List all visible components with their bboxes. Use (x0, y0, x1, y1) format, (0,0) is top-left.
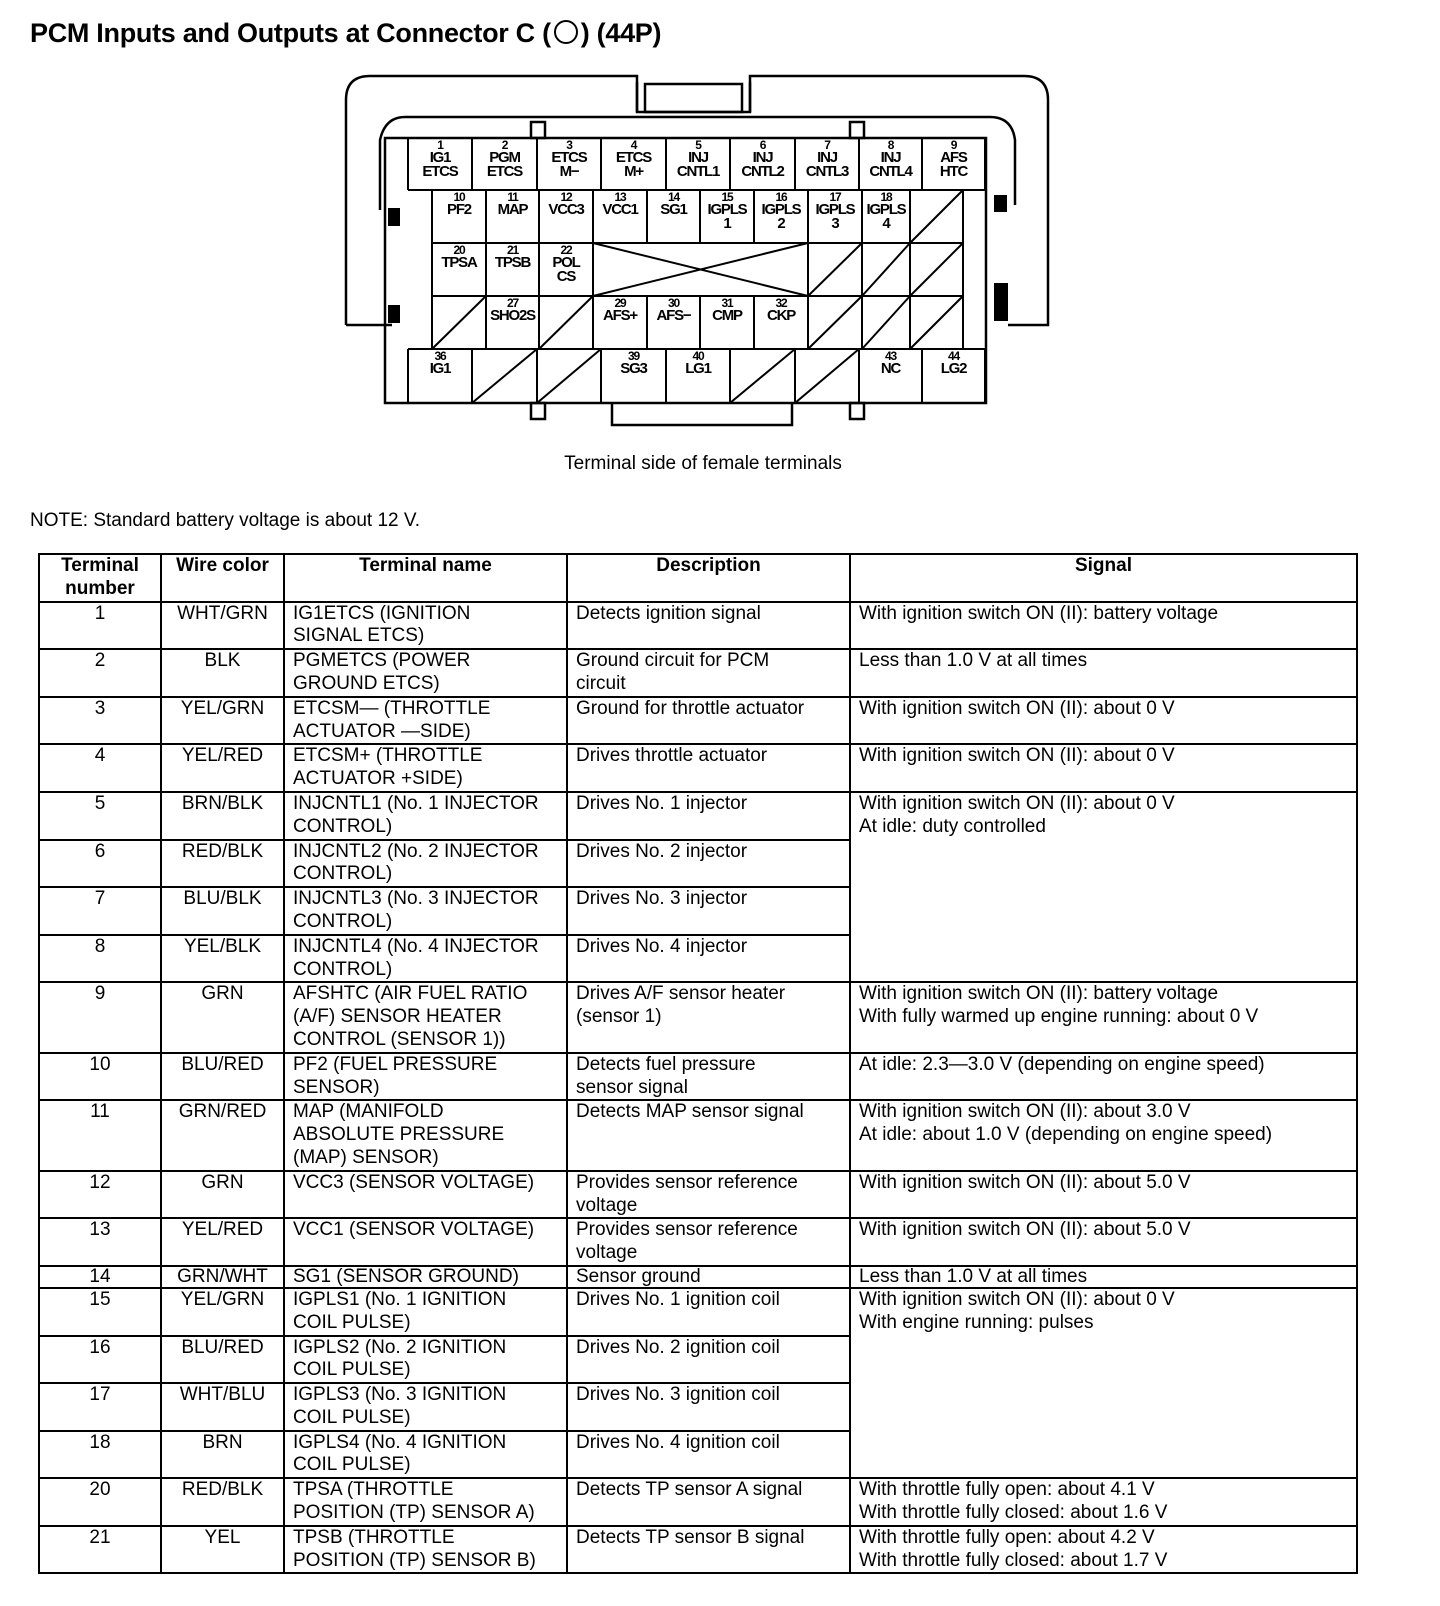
terminal-number-cell: 4 (39, 744, 161, 792)
terminal-2 (472, 138, 537, 190)
terminal-31 (700, 296, 754, 349)
column-header: Terminal number (39, 554, 161, 602)
terminal-4 (601, 138, 666, 190)
terminal-number: 29 (614, 296, 626, 310)
description-cell: Drives No. 4 injector (567, 935, 850, 983)
terminal-number: 17 (829, 190, 841, 204)
terminal-name-cell: TPSB (THROTTLE POSITION (TP) SENSOR B) (284, 1526, 567, 1574)
terminal-number-cell: 1 (39, 602, 161, 650)
terminal-number-cell: 3 (39, 697, 161, 745)
terminal-label: ETCS M− (551, 149, 587, 180)
terminal-14 (647, 190, 700, 243)
terminal-table (38, 553, 1358, 1574)
terminal-number: 20 (453, 243, 465, 257)
terminal-number-cell: 14 (39, 1266, 161, 1288)
terminal-number-cell: 20 (39, 1478, 161, 1526)
terminal-number: 27 (507, 296, 518, 310)
wire-color-cell: RED/BLK (161, 1478, 284, 1526)
terminal-label: LG1 (685, 360, 711, 377)
terminal-39 (601, 349, 666, 403)
terminal-label: ETCS M+ (615, 149, 652, 180)
terminal-20 (432, 243, 486, 296)
table-row (39, 1288, 1357, 1336)
terminal-name-cell: PF2 (FUEL PRESSURE SENSOR) (284, 1053, 567, 1101)
wire-color-cell: BLU/BLK (161, 887, 284, 935)
description-cell: Drives throttle actuator (567, 744, 850, 792)
description-cell: Ground for throttle actuator (567, 697, 850, 745)
terminal-label: TPSB (494, 254, 531, 271)
signal-cell: With throttle fully open: about 4.2 V With throttle fully closed: about 1.7 V (850, 1526, 1357, 1574)
terminal-number: 21 (507, 243, 518, 257)
signal-cell: With ignition switch ON (II): about 5.0 V (850, 1218, 1357, 1266)
terminal-number: 9 (950, 138, 957, 152)
table-row (39, 1171, 1357, 1219)
cavity-line (910, 296, 963, 349)
terminal-40 (666, 349, 730, 403)
description-cell: Detects MAP sensor signal (567, 1100, 850, 1170)
terminal-number-cell: 2 (39, 649, 161, 697)
wire-color-cell: YEL/RED (161, 744, 284, 792)
wire-color-cell: WHT/BLU (161, 1383, 284, 1431)
description-cell: Drives No. 2 injector (567, 840, 850, 888)
terminal-number-cell: 17 (39, 1383, 161, 1431)
cavity-line (808, 243, 862, 296)
table-row (39, 1266, 1357, 1288)
terminal-30 (647, 296, 700, 349)
terminal-number: 40 (692, 349, 704, 363)
terminal-21 (486, 243, 539, 296)
cavity-line (795, 349, 859, 403)
wire-color-cell: YEL/GRN (161, 1288, 284, 1336)
terminal-32 (754, 296, 808, 349)
terminal-number: 12 (560, 190, 572, 204)
wire-color-cell: RED/BLK (161, 840, 284, 888)
terminal-6 (730, 138, 795, 190)
terminal-label: VCC3 (548, 201, 584, 218)
terminal-label: PGM ETCS (486, 149, 523, 180)
terminal-number-cell: 18 (39, 1431, 161, 1479)
terminal-label: LG2 (940, 360, 967, 377)
terminal-number: 15 (721, 190, 733, 204)
terminal-label: AFS− (656, 307, 691, 324)
description-cell: Detects TP sensor A signal (567, 1478, 850, 1526)
terminal-label: CKP (766, 307, 796, 324)
terminal-label: MAP (497, 201, 528, 218)
description-cell: Detects ignition signal (567, 602, 850, 650)
terminal-label: IGPLS 2 (761, 201, 801, 232)
terminal-number: 11 (507, 190, 518, 204)
terminal-number-cell: 8 (39, 935, 161, 983)
terminal-17 (808, 190, 862, 243)
wire-color-cell: GRN/WHT (161, 1266, 284, 1288)
terminal-number: 44 (948, 349, 959, 363)
terminal-name-cell: INJCNTL4 (No. 4 INJECTOR CONTROL) (284, 935, 567, 983)
description-cell: Drives No. 2 ignition coil (567, 1336, 850, 1384)
description-cell: Drives No. 3 ignition coil (567, 1383, 850, 1431)
terminal-name-cell: INJCNTL2 (No. 2 INJECTOR CONTROL) (284, 840, 567, 888)
terminal-number: 22 (560, 243, 572, 257)
terminal-13 (593, 190, 647, 243)
wire-color-cell: BLU/RED (161, 1053, 284, 1101)
terminal-number: 31 (721, 296, 733, 310)
signal-cell: With ignition switch ON (II): about 0 V At idle: duty controlled (850, 792, 1357, 982)
cavity-line (730, 349, 795, 403)
terminal-name-cell: VCC1 (SENSOR VOLTAGE) (284, 1218, 567, 1266)
terminal-number-cell: 9 (39, 982, 161, 1052)
table-row (39, 602, 1357, 650)
table-row (39, 744, 1357, 792)
description-cell: Drives No. 4 ignition coil (567, 1431, 850, 1479)
terminal-number: 5 (695, 138, 701, 152)
cavity-line (537, 349, 601, 403)
terminal-label: SHO2S (490, 307, 535, 324)
cavity-line (862, 296, 910, 349)
terminal-label: AFS HTC (939, 149, 968, 180)
signal-cell: Less than 1.0 V at all times (850, 649, 1357, 697)
cavity-line (862, 243, 910, 296)
table-row (39, 1478, 1357, 1526)
terminal-name-cell: PGMETCS (POWER GROUND ETCS) (284, 649, 567, 697)
signal-cell: With ignition switch ON (II): about 0 V With engine running: pulses (850, 1288, 1357, 1478)
terminal-number-cell: 16 (39, 1336, 161, 1384)
terminal-number: 6 (759, 138, 766, 152)
terminal-number-cell: 12 (39, 1171, 161, 1219)
terminal-number-cell: 11 (39, 1100, 161, 1170)
terminal-number: 18 (880, 190, 892, 204)
terminal-name-cell: IGPLS3 (No. 3 IGNITION COIL PULSE) (284, 1383, 567, 1431)
terminal-label: SG1 (660, 201, 687, 218)
signal-cell: Less than 1.0 V at all times (850, 1266, 1357, 1288)
terminal-1 (408, 138, 472, 190)
terminal-15 (700, 190, 754, 243)
signal-cell: With ignition switch ON (II): about 3.0 V At idle: about 1.0 V (depending on engine speed) (850, 1100, 1357, 1170)
wire-color-cell: BLK (161, 649, 284, 697)
table-row (39, 1218, 1357, 1266)
terminal-name-cell: IGPLS1 (No. 1 IGNITION COIL PULSE) (284, 1288, 567, 1336)
title-suffix: ) (44P) (580, 18, 662, 48)
terminal-29 (593, 296, 647, 349)
description-cell: Drives A/F sensor heater (sensor 1) (567, 982, 850, 1052)
terminal-label: INJ CNTL4 (869, 149, 912, 180)
cavity-line (472, 349, 537, 403)
terminal-label: IGPLS 4 (866, 201, 906, 232)
table-row (39, 697, 1357, 745)
wire-color-cell: BRN/BLK (161, 792, 284, 840)
terminal-number: 43 (885, 349, 896, 363)
terminal-name-cell: INJCNTL1 (No. 1 INJECTOR CONTROL) (284, 792, 567, 840)
signal-cell: With ignition switch ON (II): about 0 V (850, 697, 1357, 745)
wire-color-cell: YEL/GRN (161, 697, 284, 745)
terminal-label: CMP (712, 307, 742, 324)
terminal-label: IG1 ETCS (422, 149, 458, 180)
terminal-22 (539, 243, 593, 296)
terminal-number-cell: 7 (39, 887, 161, 935)
wire-color-cell: WHT/GRN (161, 602, 284, 650)
terminal-number: 8 (887, 138, 894, 152)
signal-cell: At idle: 2.3—3.0 V (depending on engine speed) (850, 1053, 1357, 1101)
note-text: NOTE: Standard battery voltage is about 12 V. (30, 510, 421, 531)
terminal-number: 10 (453, 190, 465, 204)
column-header: Description (567, 554, 850, 602)
terminal-label: IGPLS 3 (815, 201, 855, 232)
description-cell: Detects fuel pressure sensor signal (567, 1053, 850, 1101)
terminal-number: 36 (434, 349, 446, 363)
table-header-row (39, 554, 1357, 602)
terminal-label: IGPLS 1 (707, 201, 747, 232)
table-row (39, 1053, 1357, 1101)
column-header: Signal (850, 554, 1357, 602)
terminal-9 (922, 138, 985, 190)
terminal-number: 1 (437, 138, 443, 152)
terminal-name-cell: INJCNTL3 (No. 3 INJECTOR CONTROL) (284, 887, 567, 935)
terminal-name-cell: IG1ETCS (IGNITION SIGNAL ETCS) (284, 602, 567, 650)
terminal-27 (486, 296, 539, 349)
wire-color-cell: YEL (161, 1526, 284, 1574)
wire-color-cell: YEL/BLK (161, 935, 284, 983)
title-text: PCM Inputs and Outputs at Connector C ( (30, 18, 551, 48)
terminal-number: 30 (668, 296, 679, 310)
terminal-label: TPSA (441, 254, 477, 271)
terminal-label: INJ CNTL3 (805, 149, 849, 180)
terminal-number: 4 (630, 138, 637, 152)
table-row (39, 1100, 1357, 1170)
terminal-label: IG1 (429, 360, 451, 377)
terminal-label: VCC1 (602, 201, 638, 218)
wire-color-cell: BLU/RED (161, 1336, 284, 1384)
terminal-label: POL CS (552, 254, 580, 285)
signal-cell: With ignition switch ON (II): battery voltage With fully warmed up engine running: about 0 V (850, 982, 1357, 1052)
terminal-label: SG3 (620, 360, 647, 377)
terminal-number: 39 (628, 349, 639, 363)
terminal-5 (666, 138, 730, 190)
terminal-12 (539, 190, 593, 243)
terminal-label: INJ CNTL2 (741, 149, 784, 180)
terminal-number: 16 (775, 190, 787, 204)
terminal-label: AFS+ (603, 307, 637, 324)
terminal-18 (862, 190, 910, 243)
terminal-number: 2 (501, 138, 508, 152)
connector-diagram (0, 0, 1440, 440)
terminal-36 (408, 349, 472, 403)
column-header: Terminal name (284, 554, 567, 602)
description-cell: Drives No. 3 injector (567, 887, 850, 935)
terminal-name-cell: VCC3 (SENSOR VOLTAGE) (284, 1171, 567, 1219)
terminal-number-cell: 21 (39, 1526, 161, 1574)
terminal-name-cell: IGPLS2 (No. 2 IGNITION COIL PULSE) (284, 1336, 567, 1384)
terminal-name-cell: ETCSM— (THROTTLE ACTUATOR —SIDE) (284, 697, 567, 745)
wire-color-cell: GRN (161, 1171, 284, 1219)
terminal-10 (432, 190, 486, 243)
terminal-name-cell: TPSA (THROTTLE POSITION (TP) SENSOR A) (284, 1478, 567, 1526)
terminal-number-cell: 5 (39, 792, 161, 840)
connector-caption: Terminal side of female terminals (564, 453, 842, 474)
terminal-number: 7 (824, 138, 830, 152)
description-cell: Provides sensor reference voltage (567, 1218, 850, 1266)
terminal-label: PF2 (447, 201, 471, 218)
signal-cell: With throttle fully open: about 4.1 V With throttle fully closed: about 1.6 V (850, 1478, 1357, 1526)
terminal-3 (537, 138, 601, 190)
terminal-name-cell: MAP (MANIFOLD ABSOLUTE PRESSURE (MAP) SENSOR) (284, 1100, 567, 1170)
signal-cell: With ignition switch ON (II): about 5.0 V (850, 1171, 1357, 1219)
column-header: Wire color (161, 554, 284, 602)
description-cell: Detects TP sensor B signal (567, 1526, 850, 1574)
terminal-11 (486, 190, 539, 243)
signal-cell: With ignition switch ON (II): battery voltage (850, 602, 1357, 650)
terminal-number: 32 (775, 296, 787, 310)
terminal-number: 13 (614, 190, 626, 204)
table-row (39, 1526, 1357, 1574)
terminal-number-cell: 6 (39, 840, 161, 888)
table-row (39, 649, 1357, 697)
terminal-44 (922, 349, 985, 403)
terminal-number: 3 (566, 138, 572, 152)
wire-color-cell: GRN/RED (161, 1100, 284, 1170)
table-row (39, 982, 1357, 1052)
signal-cell: With ignition switch ON (II): about 0 V (850, 744, 1357, 792)
terminal-label: INJ CNTL1 (676, 149, 720, 180)
terminal-7 (795, 138, 859, 190)
table-row (39, 792, 1357, 840)
terminal-16 (754, 190, 808, 243)
wire-color-cell: YEL/RED (161, 1218, 284, 1266)
wire-color-cell: GRN (161, 982, 284, 1052)
description-cell: Sensor ground (567, 1266, 850, 1288)
wire-color-cell: BRN (161, 1431, 284, 1479)
terminal-number-cell: 10 (39, 1053, 161, 1101)
terminal-label: NC (880, 360, 901, 377)
terminal-8 (859, 138, 922, 190)
description-cell: Drives No. 1 ignition coil (567, 1288, 850, 1336)
terminal-name-cell: AFSHTC (AIR FUEL RATIO (A/F) SENSOR HEATER CONTROL (SENSOR 1)) (284, 982, 567, 1052)
terminal-43 (859, 349, 922, 403)
description-cell: Provides sensor reference voltage (567, 1171, 850, 1219)
cavity-line (808, 296, 862, 349)
description-cell: Drives No. 1 injector (567, 792, 850, 840)
terminal-number: 14 (668, 190, 679, 204)
cavity-line (910, 243, 963, 296)
description-cell: Ground circuit for PCM circuit (567, 649, 850, 697)
cavity-line (539, 296, 593, 349)
cavity-line (432, 296, 486, 349)
terminal-name-cell: ETCSM+ (THROTTLE ACTUATOR +SIDE) (284, 744, 567, 792)
terminal-name-cell: IGPLS4 (No. 4 IGNITION COIL PULSE) (284, 1431, 567, 1479)
terminal-number-cell: 15 (39, 1288, 161, 1336)
terminal-name-cell: SG1 (SENSOR GROUND) (284, 1266, 567, 1288)
terminal-number-cell: 13 (39, 1218, 161, 1266)
cavity-line (910, 190, 963, 243)
